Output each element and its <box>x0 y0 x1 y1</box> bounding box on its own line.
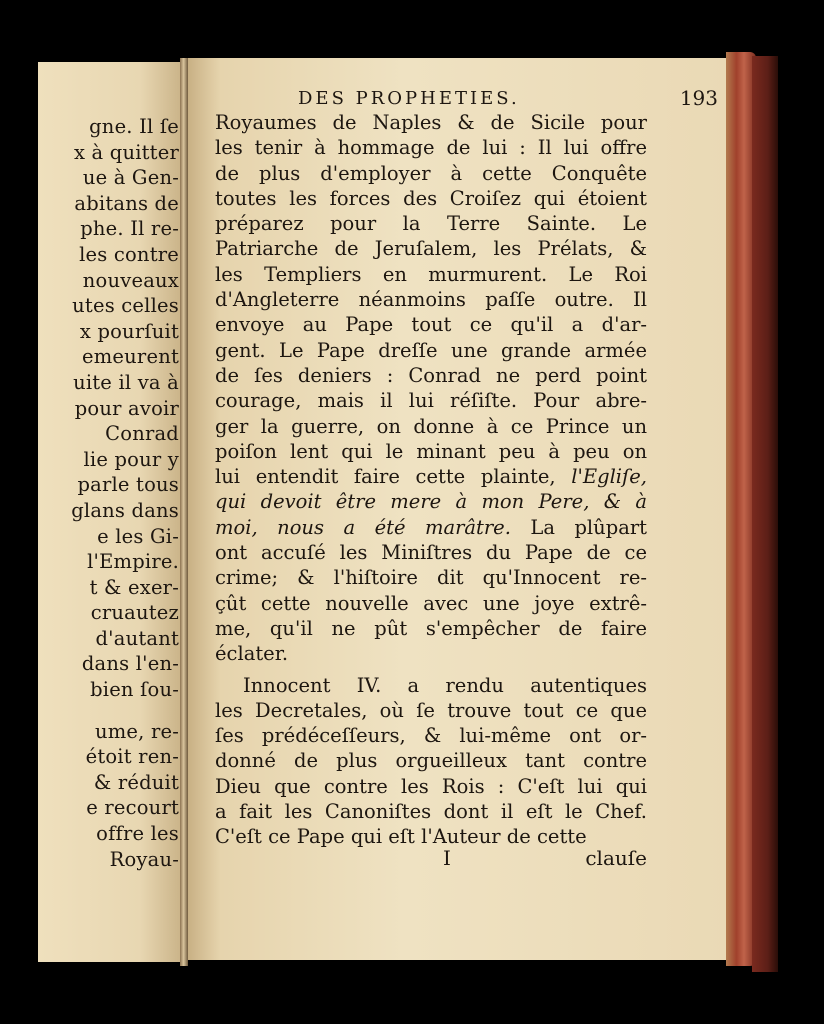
text-line: Innocent IV. a rendu autentiques <box>243 673 647 697</box>
left-page-line: emeurent <box>82 345 179 369</box>
page-number: 193 <box>679 86 718 110</box>
text-line: crime; & l'hiſtoire dit qu'Innocent re- <box>215 566 647 590</box>
running-head <box>298 86 718 110</box>
text-line: C'eſt ce Pape qui eſt l'Auteur de cette <box>215 825 587 849</box>
text-line: les tenir à hommage de lui : Il lui offre <box>215 136 647 160</box>
left-page-line: lie pour y <box>83 447 179 471</box>
book-cover-edge <box>752 56 778 972</box>
signature-mark: I <box>443 846 451 870</box>
text-line: Dieu que contre les Rois : C'eſt lui qui <box>215 774 647 798</box>
text-line: Royaumes de Naples & de Sicile pour <box>215 111 647 134</box>
left-page-line: dans l'en- <box>81 652 179 676</box>
text-line: préparez pour la Terre Sainte. Le <box>215 212 647 236</box>
text-line: lui entendit faire cette plainte, l'Egliſe, <box>215 465 647 489</box>
page-footer <box>215 846 647 872</box>
text-line: envoye au Pape tout ce qu'il a d'ar- <box>215 313 647 337</box>
left-page-line: Conrad <box>105 422 179 446</box>
left-page-line: parle tous <box>77 473 179 497</box>
left-page-line: x à quitter <box>73 140 179 164</box>
text-line: çût cette nouvelle avec une joye extrê- <box>215 591 647 615</box>
left-page-line: bien ſou- <box>90 678 179 702</box>
left-page-line: utes celles <box>72 294 179 318</box>
left-page-line <box>38 703 179 719</box>
text-line: ger la guerre, on donne à ce Prince un <box>215 414 647 438</box>
left-page-line: offre les <box>96 822 179 846</box>
left-page-line: d'autant <box>95 626 179 650</box>
left-page-line: x pourſuit <box>79 319 179 343</box>
text-line: les Decretales, où ſe trouve tout ce que <box>215 698 647 722</box>
left-page-line: abitans de <box>74 191 179 215</box>
text-line: gent. Le Pape dreſſe une grande armée <box>215 338 647 362</box>
text-line: éclater. <box>215 642 289 666</box>
left-page-line: phe. Il re- <box>80 217 179 241</box>
text-line: courage, mais il lui réſiſte. Pour abre- <box>215 389 647 413</box>
left-page-line: étoit ren- <box>85 745 179 769</box>
left-page-line: t & exer- <box>89 575 179 599</box>
left-page-line: cruautez <box>90 601 179 625</box>
book-gutter <box>180 58 188 966</box>
left-page-text <box>38 114 179 872</box>
text-line: me, qu'il ne pût s'empêcher de faire <box>215 616 647 640</box>
text-line: de ſes deniers : Conrad ne perd point <box>215 363 647 387</box>
left-page-line: ume, re- <box>94 719 179 743</box>
left-page-line: nouveaux <box>82 268 179 292</box>
text-line: ſes prédéceſſeurs, & lui-même ont or- <box>215 724 647 748</box>
text-line: moi, nous a été marâtre. La plûpart <box>215 515 647 539</box>
left-page-line: uite il va à <box>73 370 179 394</box>
text-line: poiſon lent qui le minant peu à peu on <box>215 439 647 463</box>
text-line: les Templiers en murmurent. Le Roi <box>215 262 647 286</box>
left-page-line: Royau- <box>109 847 179 871</box>
left-page-line: gne. Il ſe <box>89 115 179 138</box>
left-page-line: & réduit <box>93 770 179 794</box>
text-line: toutes les forces des Croiſez qui étoient <box>215 186 647 210</box>
left-page-line: les contre <box>79 242 179 266</box>
open-book <box>38 52 778 970</box>
text-line: ont accuſé les Miniſtres du Pape de ce <box>215 541 647 565</box>
left-page-line: e recourt <box>86 796 179 820</box>
left-page-line: glans dans <box>71 498 179 522</box>
paragraph-1 <box>215 110 647 667</box>
right-page <box>188 58 728 960</box>
text-line: Patriarche de Jeruſalem, les Prélats, & <box>215 237 647 261</box>
text-line: d'Angleterre néanmoins paſſe outre. Il <box>215 288 647 312</box>
left-page <box>38 62 183 962</box>
catchword: clauſe <box>585 846 647 870</box>
running-head-title: DES PROPHETIES. <box>298 88 520 109</box>
text-line: qui devoit être mere à mon Pere, & à <box>215 490 647 514</box>
text-line: donné de plus orgueilleux tant contre <box>215 749 647 773</box>
text-line: a fait les Canoniſtes dont il eſt le Chef. <box>215 800 647 824</box>
left-page-line: pour avoir <box>74 396 179 420</box>
paragraph-2 <box>215 673 647 850</box>
text-line: de plus d'employer à cette Conquête <box>215 161 647 185</box>
left-page-line: l'Empire. <box>87 550 179 574</box>
left-page-line: ue à Gen- <box>82 166 179 190</box>
left-page-line: e les Gi- <box>97 524 179 548</box>
page-body <box>215 110 647 850</box>
